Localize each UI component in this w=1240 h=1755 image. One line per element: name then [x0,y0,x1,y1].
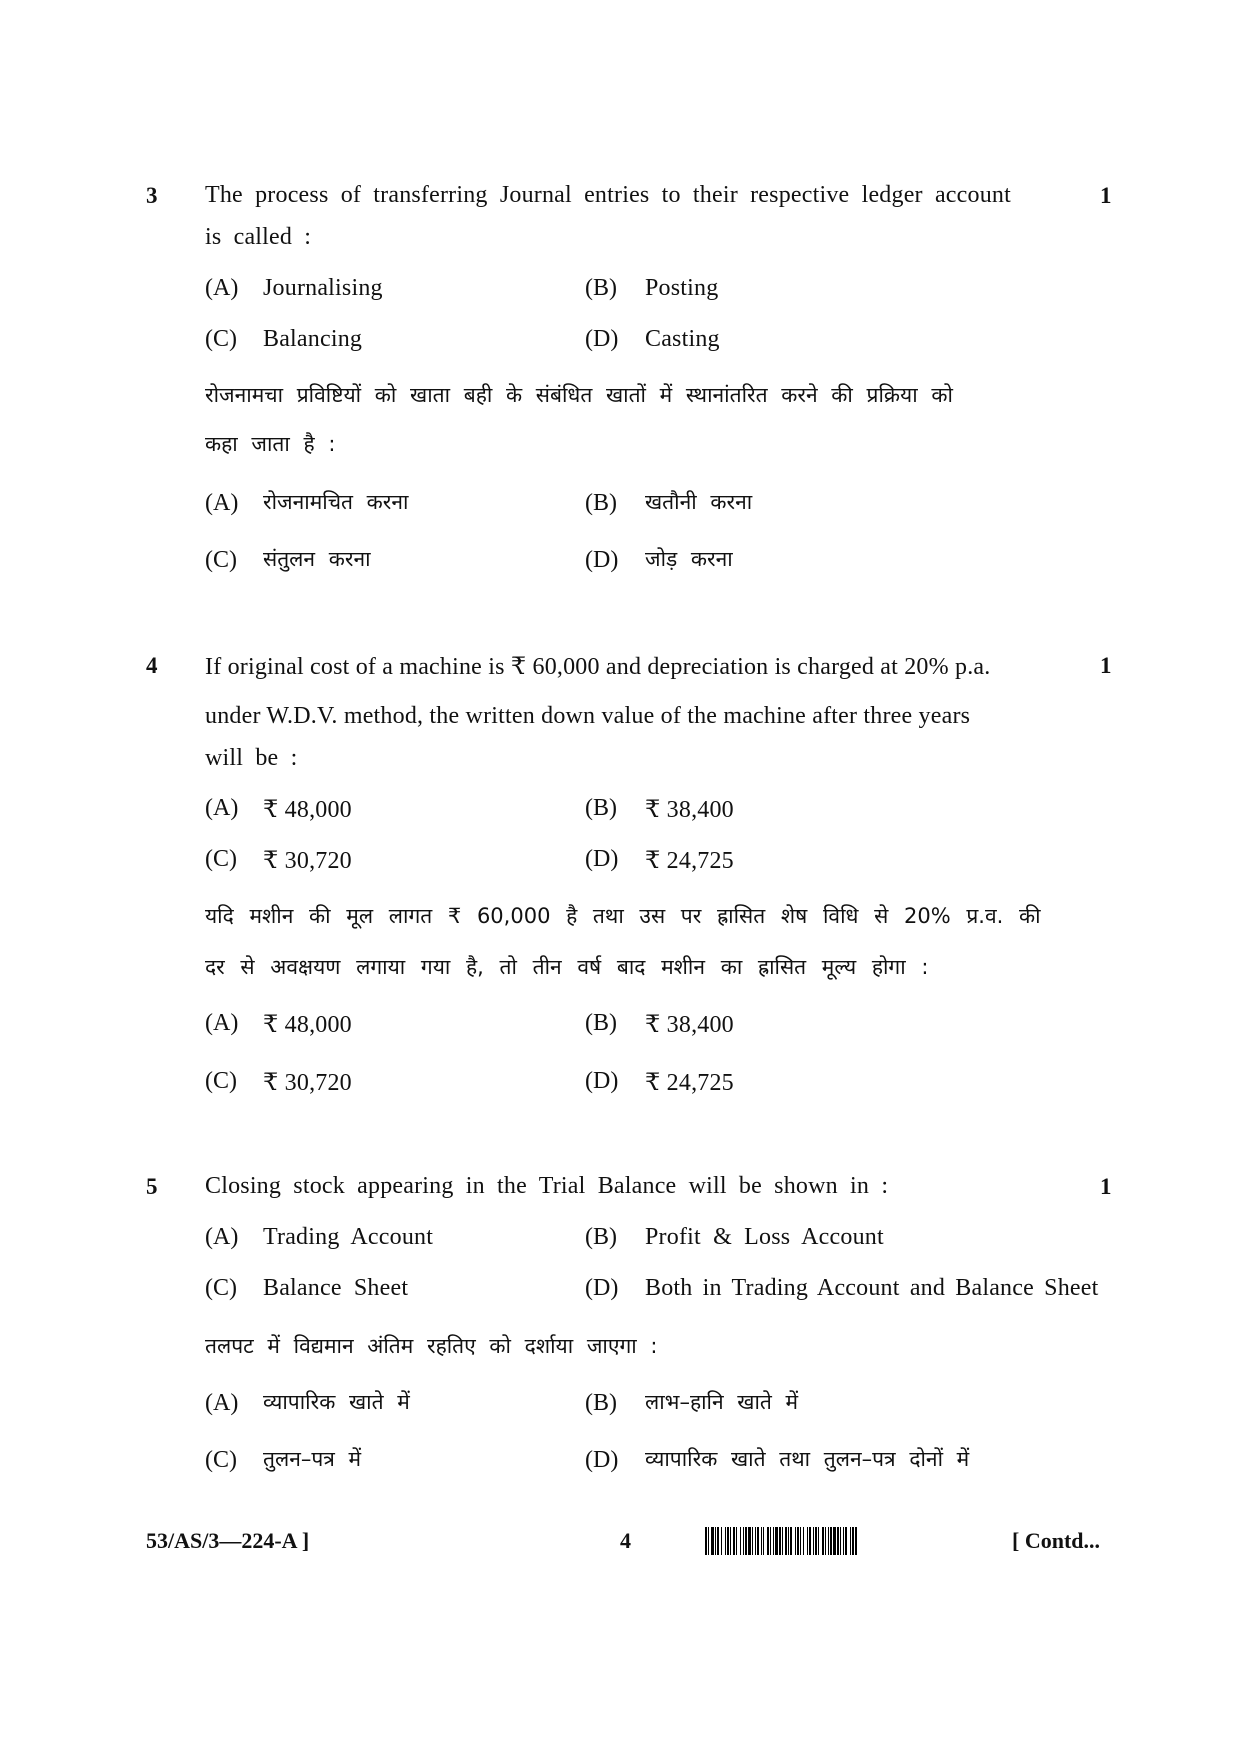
option-label: (D) [585,1068,619,1094]
question-text-hindi: दर से अवक्षयण लगाया गया है, तो तीन वर्ष बाद मशीन का ह्रासित मूल्य होगा : [205,955,929,979]
question-marks: 1 [1100,183,1112,208]
question-number: 4 [146,653,158,678]
page-number: 4 [620,1528,631,1553]
option-text: ₹ 30,720 [263,1070,352,1096]
question-text: The process of transferring Journal entries to their respective ledger account [205,182,1011,208]
option-label: (D) [585,326,619,352]
option-text: Profit & Loss Account [645,1224,884,1250]
option-text-hindi: लाभ–हानि खाते में [645,1390,799,1414]
option-text-hindi: खतौनी करना [645,490,753,514]
option-text: ₹ 48,000 [263,797,352,823]
option-label: (C) [205,846,237,872]
question-number: 5 [146,1174,158,1199]
question-marks: 1 [1100,653,1112,678]
option-label: (A) [205,795,239,821]
option-text: Trading Account [263,1224,434,1250]
question-number: 3 [146,183,158,208]
option-text-hindi: जोड़ करना [645,547,733,571]
option-label: (C) [205,1275,237,1301]
option-label: (D) [585,1275,619,1301]
option-label: (C) [205,1068,237,1094]
option-text: ₹ 38,400 [645,797,734,823]
option-label: (D) [585,1447,619,1473]
question-text: Closing stock appearing in the Trial Balance will be shown in : [205,1173,889,1199]
contd-label: [ Contd... [1012,1528,1101,1553]
option-text: ₹ 38,400 [645,1012,734,1038]
question-text-hindi: रोजनामचा प्रविष्टियों को खाता बही के संबंधित खातों में स्थानांतरित करने की प्रक्रिया को [205,383,953,407]
option-text: Both in Trading Account and Balance Sheet [645,1275,1099,1301]
question-text: is called : [205,224,312,250]
option-label: (D) [585,846,619,872]
option-text: ₹ 48,000 [263,1012,352,1038]
option-label: (B) [585,795,617,821]
option-label: (B) [585,1224,617,1250]
question-text: If original cost of a machine is ₹ 60,000 and depreciation is charged at 20% p.a. [205,654,991,680]
option-label: (B) [585,1390,617,1416]
option-text: Balance Sheet [263,1275,409,1301]
option-label: (C) [205,326,237,352]
barcode-image [705,1527,993,1555]
question-text-hindi: कहा जाता है : [205,432,336,456]
option-text-hindi: तुलन–पत्र में [263,1447,362,1471]
option-text-hindi: व्यापारिक खाते में [263,1390,410,1414]
option-label: (C) [205,547,237,573]
option-label: (B) [585,275,617,301]
option-text-hindi: व्यापारिक खाते तथा तुलन–पत्र दोनों में [645,1447,970,1471]
option-text: Posting [645,275,719,301]
option-text: Casting [645,326,720,352]
option-label: (D) [585,547,619,573]
question-text: under W.D.V. method, the written down value of the machine after three years [205,703,971,729]
option-text: Journalising [263,275,383,301]
option-label: (A) [205,1224,239,1250]
option-label: (A) [205,1010,239,1036]
barcode-stripe [857,1527,858,1555]
option-text: ₹ 24,725 [645,1070,734,1096]
option-label: (B) [585,490,617,516]
option-label: (C) [205,1447,237,1473]
option-text: ₹ 24,725 [645,848,734,874]
question-text-hindi: यदि मशीन की मूल लागत ₹ 60,000 है तथा उस पर ह्रासित शेष विधि से 20% प्र.व. की [205,904,1041,928]
option-text-hindi: रोजनामचित करना [263,490,409,514]
question-text-hindi: तलपट में विद्यमान अंतिम रहतिए को दर्शाया जाएगा : [205,1334,658,1358]
option-label: (A) [205,490,239,516]
option-text: ₹ 30,720 [263,848,352,874]
question-text: will be : [205,745,298,771]
option-text-hindi: संतुलन करना [263,547,371,571]
paper-code: 53/AS/3—224-A ] [146,1528,310,1553]
option-label: (A) [205,1390,239,1416]
option-label: (A) [205,275,239,301]
question-marks: 1 [1100,1174,1112,1199]
option-label: (B) [585,1010,617,1036]
option-text: Balancing [263,326,363,352]
